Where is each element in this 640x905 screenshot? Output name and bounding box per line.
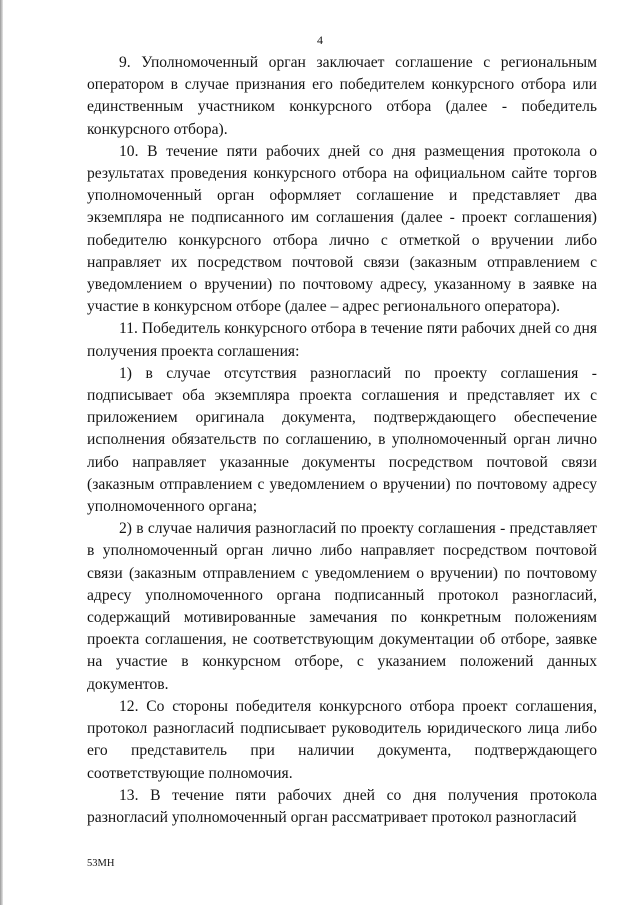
page-number: 4 (317, 33, 323, 47)
document-body (87, 52, 597, 829)
paragraph-10: 10. В течение пяти рабочих дней со дня размещения протокола о результатах проведения конкурсного отбора на официальном сайте торгов уполномоченный орган оформляет соглашение и представляет два экземпляра не подписанного им соглашения (далее - проект соглашения) победителю конкурсного отбора лично с отметкой о вручении либо направляет их посредством почтовой связи (заказным отправлением с уведомлением о вручении) по почтовому адресу, указанному в заявке на участие в конкурсном отборе (далее – адрес регионального оператора). (87, 142, 597, 316)
paragraph-12: 12. Со стороны победителя конкурсного отбора проект соглашения, протокол разногласий подписывает руководитель юридического лица либо его представитель при наличии документа, подтверждающего соответствующие полномочия. (87, 697, 597, 782)
footer-code: 53МН (87, 858, 115, 869)
paragraph-11-item-2: 2) в случае наличия разногласий по проекту соглашения - представляет в уполномоченный орган лично либо направляет посредством почтовой связи (заказным отправлением с уведомлением о вручении) по почтовому адресу уполномоченного органа подписанный протокол разногласий, содержащий мотивированные замечания по конкретным положениям проекта соглашения, не соответствующим документации об отборе, заявке на участие в конкурсном отборе, с указанием положений данных документов. (87, 520, 597, 693)
paragraph-11: 11. Победитель конкурсного отбора в течение пяти рабочих дней со дня получения проекта соглашения: (87, 320, 597, 360)
paragraph-9: 9. Уполномоченный орган заключает соглашение с региональным оператором в случае признания его победителем конкурсного отбора или единственным участником конкурсного отбора (далее - победитель конкурсного отбора). (87, 54, 597, 138)
paragraph-11-item-1: 1) в случае отсутствия разногласий по проекту соглашения - подписывает оба экземпляра проекта соглашения и представляет их с приложением оригинала документа, подтверждающего обеспечение исполнения обязательств по соглашению, в уполномоченный орган лично либо направляет указанные документы посредством почтовой связи (заказным отправлением с уведомлением о вручении) по почтовому адресу уполномоченного органа; (87, 364, 597, 516)
paragraph-13: 13. В течение пяти рабочих дней со дня получения протокола разногласий уполномоченный орган рассматривает протокол разногласий (87, 786, 597, 826)
scan-edge (0, 0, 3, 905)
